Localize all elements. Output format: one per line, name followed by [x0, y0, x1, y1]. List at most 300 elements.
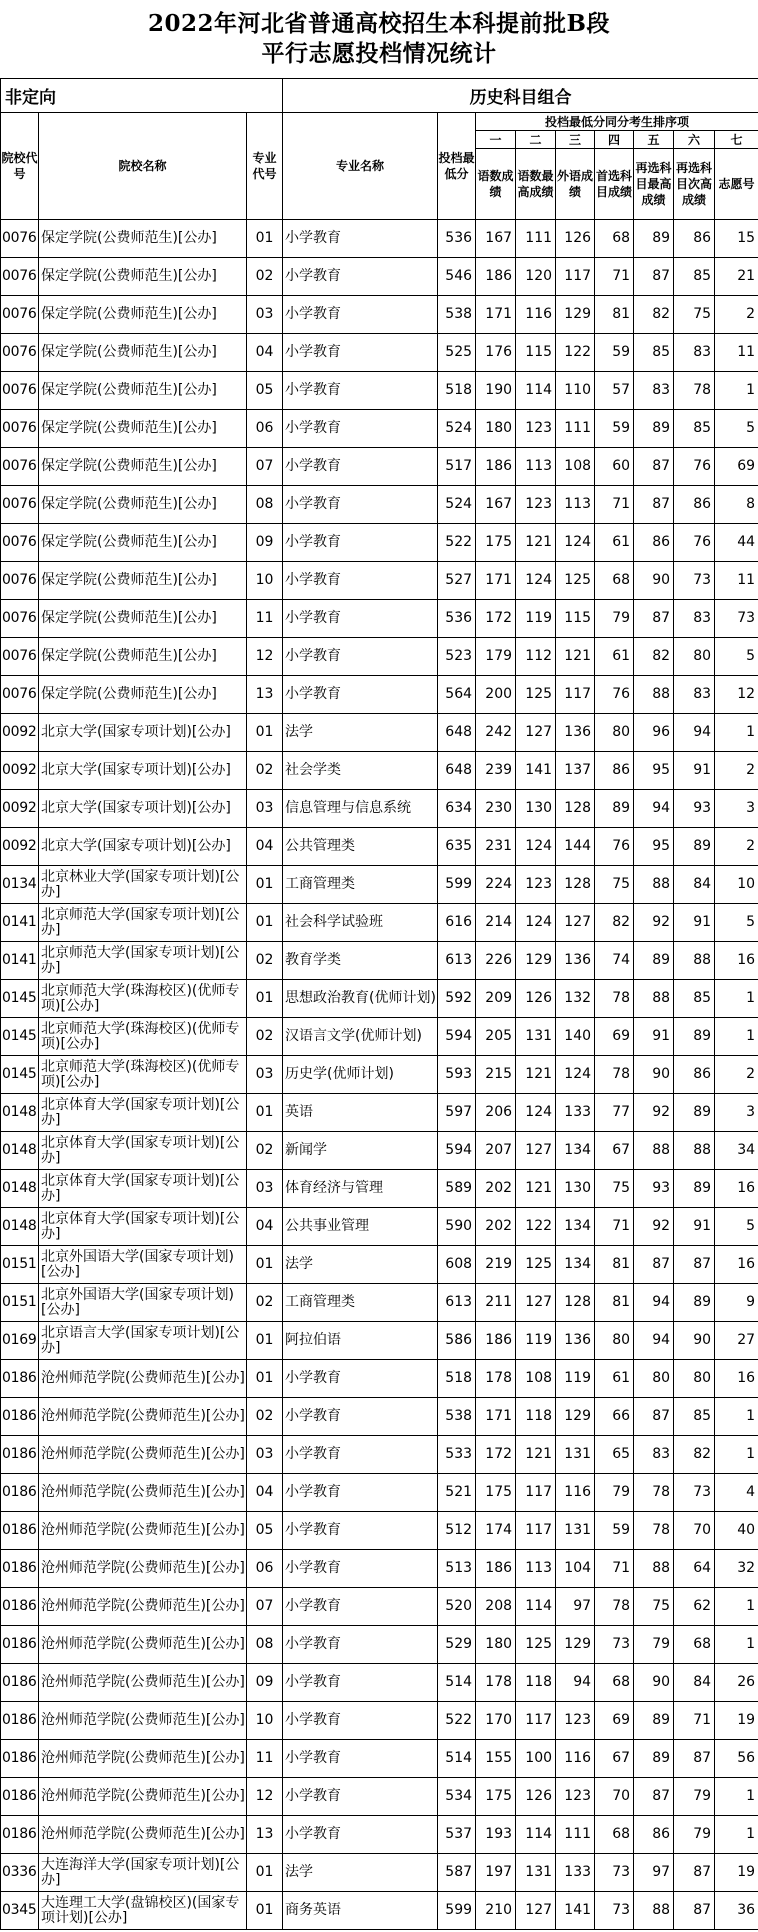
rank-4-cell: 61	[595, 524, 634, 562]
rank-6-cell: 89	[674, 828, 715, 866]
rank-4-cell: 68	[595, 1816, 634, 1854]
min-score-cell: 534	[438, 1778, 476, 1816]
rank-6-cell: 79	[674, 1816, 715, 1854]
school-name-cell: 沧州师范学院(公费师范生)[公办]	[39, 1816, 247, 1854]
major-name-cell: 小学教育	[283, 486, 438, 524]
rank-5-cell: 78	[634, 1474, 674, 1512]
rank-1-cell: 211	[476, 1284, 516, 1322]
rank-3-cell: 136	[556, 1322, 595, 1360]
rank-6-cell: 83	[674, 334, 715, 372]
major-name-cell: 小学教育	[283, 638, 438, 676]
rank-2-cell: 113	[516, 1550, 556, 1588]
major-name-cell: 小学教育	[283, 524, 438, 562]
rank-5-cell: 88	[634, 676, 674, 714]
rank-6-cell: 83	[674, 600, 715, 638]
school-name-cell: 沧州师范学院(公费师范生)[公办]	[39, 1360, 247, 1398]
min-score-cell: 635	[438, 828, 476, 866]
rank-3-cell: 127	[556, 904, 595, 942]
rank-7-cell: 5	[715, 904, 758, 942]
rank-2-cell: 131	[516, 1854, 556, 1892]
school-code-cell: 0151	[1, 1246, 39, 1284]
major-name-cell: 英语	[283, 1094, 438, 1132]
rank-1-cell: 215	[476, 1056, 516, 1094]
rank-7-cell: 3	[715, 790, 758, 828]
rank-4-cell: 76	[595, 828, 634, 866]
school-name-cell: 北京体育大学(国家专项计划)[公办]	[39, 1094, 247, 1132]
min-score-cell: 597	[438, 1094, 476, 1132]
min-score-cell: 648	[438, 714, 476, 752]
rank-4-cell: 65	[595, 1436, 634, 1474]
major-code-cell: 01	[247, 1892, 283, 1930]
min-score-cell: 514	[438, 1664, 476, 1702]
rank-5-cell: 86	[634, 524, 674, 562]
school-code-cell: 0186	[1, 1588, 39, 1626]
school-name-cell: 沧州师范学院(公费师范生)[公办]	[39, 1626, 247, 1664]
major-name-cell: 小学教育	[283, 1474, 438, 1512]
major-name-cell: 小学教育	[283, 1702, 438, 1740]
school-code-cell: 0076	[1, 600, 39, 638]
rank-6-cell: 78	[674, 372, 715, 410]
major-name-cell: 小学教育	[283, 296, 438, 334]
major-code-cell: 02	[247, 1284, 283, 1322]
rank-4-cell: 70	[595, 1778, 634, 1816]
major-code-cell: 04	[247, 1208, 283, 1246]
school-name-cell: 北京师范大学(珠海校区)(优师专项)[公办]	[39, 1018, 247, 1056]
rank-3-cell: 111	[556, 410, 595, 448]
rank-7-cell: 8	[715, 486, 758, 524]
table-row	[1, 1246, 758, 1284]
school-code-cell: 0169	[1, 1322, 39, 1360]
min-score-cell: 587	[438, 1854, 476, 1892]
rank-6-cell: 91	[674, 752, 715, 790]
rank-2-cell: 123	[516, 866, 556, 904]
rank-4-cell: 74	[595, 942, 634, 980]
table-row	[1, 980, 758, 1018]
school-code-cell: 0186	[1, 1664, 39, 1702]
rank-6-cell: 89	[674, 1094, 715, 1132]
rank-6-cell: 85	[674, 1398, 715, 1436]
major-code-cell: 02	[247, 1398, 283, 1436]
rank-3-cell: 115	[556, 600, 595, 638]
table-row	[1, 562, 758, 600]
school-code-cell: 0141	[1, 942, 39, 980]
rank-2-cell: 117	[516, 1474, 556, 1512]
rank-3-cell: 124	[556, 524, 595, 562]
rank-1-cell: 207	[476, 1132, 516, 1170]
min-score-cell: 613	[438, 1284, 476, 1322]
rank-2-cell: 114	[516, 1588, 556, 1626]
rank-5-cell: 87	[634, 1778, 674, 1816]
min-score-cell: 513	[438, 1550, 476, 1588]
rank-1-cell: 167	[476, 486, 516, 524]
min-score-cell: 538	[438, 296, 476, 334]
rank-2-cell: 119	[516, 600, 556, 638]
school-name-cell: 北京大学(国家专项计划)[公办]	[39, 714, 247, 752]
rank-1-cell: 180	[476, 1626, 516, 1664]
rank-7-cell: 5	[715, 638, 758, 676]
rank-6-cell: 73	[674, 562, 715, 600]
major-name-cell: 法学	[283, 1246, 438, 1284]
school-name-cell: 沧州师范学院(公费师范生)[公办]	[39, 1436, 247, 1474]
rank-6-cell: 85	[674, 410, 715, 448]
rank-3-cell: 123	[556, 1702, 595, 1740]
major-name-cell: 体育经济与管理	[283, 1170, 438, 1208]
rank-4-cell: 79	[595, 600, 634, 638]
school-name-cell: 北京师范大学(珠海校区)(优师专项)[公办]	[39, 980, 247, 1018]
major-code-cell: 07	[247, 448, 283, 486]
rank-3-cell: 117	[556, 676, 595, 714]
major-name-cell: 小学教育	[283, 562, 438, 600]
rank-4-cell: 80	[595, 714, 634, 752]
major-name-cell: 工商管理类	[283, 866, 438, 904]
school-code-cell: 0076	[1, 524, 39, 562]
rank-3-cell: 129	[556, 1626, 595, 1664]
rank-1-cell: 206	[476, 1094, 516, 1132]
rank-7-cell: 16	[715, 1246, 758, 1284]
table-row	[1, 1170, 758, 1208]
rank-2-cell: 126	[516, 980, 556, 1018]
min-score-cell: 518	[438, 372, 476, 410]
rank-4-cell: 61	[595, 1360, 634, 1398]
rank-5-cell: 88	[634, 1132, 674, 1170]
school-code-cell: 0186	[1, 1474, 39, 1512]
major-code-cell: 08	[247, 486, 283, 524]
rank-4-cell: 71	[595, 1550, 634, 1588]
rank-2-cell: 124	[516, 1094, 556, 1132]
major-code-cell: 01	[247, 866, 283, 904]
rank-6-cell: 86	[674, 1056, 715, 1094]
rank-1-cell: 230	[476, 790, 516, 828]
major-name-cell: 小学教育	[283, 1778, 438, 1816]
school-name-cell: 保定学院(公费师范生)[公办]	[39, 258, 247, 296]
min-score-cell: 536	[438, 220, 476, 258]
rank-2-cell: 124	[516, 562, 556, 600]
major-name-cell: 小学教育	[283, 1512, 438, 1550]
major-code-cell: 11	[247, 1740, 283, 1778]
major-name-cell: 公共事业管理	[283, 1208, 438, 1246]
rank-6-cell: 83	[674, 676, 715, 714]
header-school-name: 院校名称	[39, 113, 247, 220]
rank-7-cell: 5	[715, 410, 758, 448]
major-name-cell: 新闻学	[283, 1132, 438, 1170]
rank-4-cell: 73	[595, 1854, 634, 1892]
rank-1-cell: 171	[476, 562, 516, 600]
school-name-cell: 大连理工大学(盘锦校区)(国家专项计划)[公办]	[39, 1892, 247, 1930]
table-row	[1, 1132, 758, 1170]
rank-2-cell: 112	[516, 638, 556, 676]
rank-7-cell: 69	[715, 448, 758, 486]
school-name-cell: 保定学院(公费师范生)[公办]	[39, 296, 247, 334]
rank-5-cell: 82	[634, 296, 674, 334]
rank-5-cell: 89	[634, 942, 674, 980]
rank-7-cell: 32	[715, 1550, 758, 1588]
rank-4-cell: 71	[595, 1208, 634, 1246]
rank-2-cell: 121	[516, 1436, 556, 1474]
rank-5-cell: 90	[634, 1056, 674, 1094]
rank-6-cell: 82	[674, 1436, 715, 1474]
major-name-cell: 信息管理与信息系统	[283, 790, 438, 828]
rank-1-cell: 167	[476, 220, 516, 258]
rank-7-cell: 16	[715, 942, 758, 980]
major-name-cell: 小学教育	[283, 220, 438, 258]
table-row	[1, 904, 758, 942]
major-name-cell: 小学教育	[283, 1550, 438, 1588]
header-major-name: 专业名称	[283, 113, 438, 220]
rank-2-cell: 124	[516, 904, 556, 942]
rank-1-cell: 209	[476, 980, 516, 1018]
rank-1-cell: 170	[476, 1702, 516, 1740]
rank-2-cell: 111	[516, 220, 556, 258]
rank-7-cell: 11	[715, 334, 758, 372]
rank-7-cell: 16	[715, 1170, 758, 1208]
table-row	[1, 600, 758, 638]
rank-3-cell: 128	[556, 866, 595, 904]
rank-7-cell: 2	[715, 1056, 758, 1094]
school-code-cell: 0076	[1, 676, 39, 714]
rank-7-cell: 5	[715, 1208, 758, 1246]
rank-1-cell: 226	[476, 942, 516, 980]
table-row	[1, 1056, 758, 1094]
rank-4-cell: 73	[595, 1626, 634, 1664]
table-row	[1, 1626, 758, 1664]
major-name-cell: 小学教育	[283, 258, 438, 296]
rank-5-cell: 90	[634, 1664, 674, 1702]
major-name-cell: 教育学类	[283, 942, 438, 980]
rank-4-cell: 76	[595, 676, 634, 714]
major-code-cell: 09	[247, 1664, 283, 1702]
rank-7-cell: 2	[715, 828, 758, 866]
rank-3-cell: 132	[556, 980, 595, 1018]
school-code-cell: 0336	[1, 1854, 39, 1892]
rank-1-cell: 219	[476, 1246, 516, 1284]
school-name-cell: 沧州师范学院(公费师范生)[公办]	[39, 1398, 247, 1436]
rank-7-cell: 1	[715, 1626, 758, 1664]
rank-1-cell: 208	[476, 1588, 516, 1626]
rank-3-cell: 104	[556, 1550, 595, 1588]
table-row	[1, 258, 758, 296]
min-score-cell: 518	[438, 1360, 476, 1398]
rank-3-cell: 129	[556, 1398, 595, 1436]
rank-2-cell: 100	[516, 1740, 556, 1778]
rank-2-cell: 115	[516, 334, 556, 372]
school-name-cell: 沧州师范学院(公费师范生)[公办]	[39, 1588, 247, 1626]
rank-1-cell: 193	[476, 1816, 516, 1854]
rank-4-cell: 78	[595, 1588, 634, 1626]
school-code-cell: 0092	[1, 828, 39, 866]
rank-5-cell: 89	[634, 1702, 674, 1740]
school-name-cell: 保定学院(公费师范生)[公办]	[39, 676, 247, 714]
major-code-cell: 02	[247, 752, 283, 790]
rank-6-cell: 88	[674, 1132, 715, 1170]
school-code-cell: 0076	[1, 448, 39, 486]
rank-1-cell: 205	[476, 1018, 516, 1056]
rank-2-cell: 108	[516, 1360, 556, 1398]
rank-5-cell: 86	[634, 1816, 674, 1854]
rank-7-cell: 73	[715, 600, 758, 638]
major-code-cell: 06	[247, 1550, 283, 1588]
table-row	[1, 1284, 758, 1322]
table-row	[1, 1740, 758, 1778]
subject-group-label: 历史科目组合	[283, 79, 758, 113]
table-row	[1, 372, 758, 410]
table-row	[1, 1664, 758, 1702]
school-name-cell: 保定学院(公费师范生)[公办]	[39, 562, 247, 600]
rank-6-cell: 76	[674, 448, 715, 486]
school-code-cell: 0186	[1, 1360, 39, 1398]
school-code-cell: 0186	[1, 1816, 39, 1854]
rank-6-cell: 89	[674, 1284, 715, 1322]
rank-3-cell: 94	[556, 1664, 595, 1702]
rank-3-cell: 97	[556, 1588, 595, 1626]
table-row	[1, 448, 758, 486]
school-code-cell: 0345	[1, 1892, 39, 1930]
rank-1-cell: 190	[476, 372, 516, 410]
rank-4-cell: 66	[595, 1398, 634, 1436]
school-code-cell: 0076	[1, 296, 39, 334]
min-score-cell: 527	[438, 562, 476, 600]
rank-7-cell: 34	[715, 1132, 758, 1170]
rank-4-cell: 86	[595, 752, 634, 790]
min-score-cell: 523	[438, 638, 476, 676]
school-name-cell: 沧州师范学院(公费师范生)[公办]	[39, 1778, 247, 1816]
school-code-cell: 0145	[1, 980, 39, 1018]
major-name-cell: 小学教育	[283, 1626, 438, 1664]
rank-7-cell: 19	[715, 1702, 758, 1740]
rank-6-cell: 62	[674, 1588, 715, 1626]
rank-5-cell: 94	[634, 1322, 674, 1360]
major-code-cell: 01	[247, 1246, 283, 1284]
major-name-cell: 社会科学试验班	[283, 904, 438, 942]
rank-5-cell: 92	[634, 1208, 674, 1246]
major-code-cell: 03	[247, 1056, 283, 1094]
table-row	[1, 1778, 758, 1816]
rank-1-cell: 171	[476, 296, 516, 334]
rank-3-cell: 122	[556, 334, 595, 372]
rank-6-cell: 87	[674, 1892, 715, 1930]
header-rank-number: 四	[595, 131, 634, 149]
rank-5-cell: 89	[634, 220, 674, 258]
rank-2-cell: 118	[516, 1398, 556, 1436]
rank-2-cell: 125	[516, 676, 556, 714]
min-score-cell: 524	[438, 410, 476, 448]
school-code-cell: 0145	[1, 1018, 39, 1056]
major-code-cell: 01	[247, 1322, 283, 1360]
rank-4-cell: 69	[595, 1018, 634, 1056]
rank-4-cell: 68	[595, 220, 634, 258]
title-line-1: 2022年河北省普通高校招生本科提前批B段	[148, 10, 610, 37]
table-row	[1, 1588, 758, 1626]
school-name-cell: 大连海洋大学(国家专项计划)[公办]	[39, 1854, 247, 1892]
min-score-cell: 590	[438, 1208, 476, 1246]
rank-5-cell: 96	[634, 714, 674, 752]
rank-5-cell: 75	[634, 1588, 674, 1626]
school-code-cell: 0148	[1, 1132, 39, 1170]
rank-6-cell: 87	[674, 1854, 715, 1892]
rank-4-cell: 67	[595, 1740, 634, 1778]
rank-3-cell: 124	[556, 1056, 595, 1094]
rank-6-cell: 79	[674, 1778, 715, 1816]
major-name-cell: 商务英语	[283, 1892, 438, 1930]
school-code-cell: 0186	[1, 1626, 39, 1664]
school-code-cell: 0186	[1, 1778, 39, 1816]
major-name-cell: 小学教育	[283, 372, 438, 410]
rank-1-cell: 202	[476, 1208, 516, 1246]
rank-6-cell: 87	[674, 1740, 715, 1778]
rank-2-cell: 130	[516, 790, 556, 828]
rank-5-cell: 91	[634, 1018, 674, 1056]
rank-7-cell: 3	[715, 1094, 758, 1132]
header-rank-number: 三	[556, 131, 595, 149]
table-row	[1, 1398, 758, 1436]
rank-1-cell: 186	[476, 1322, 516, 1360]
rank-6-cell: 89	[674, 1018, 715, 1056]
school-name-cell: 保定学院(公费师范生)[公办]	[39, 486, 247, 524]
rank-6-cell: 85	[674, 258, 715, 296]
table-row	[1, 942, 758, 980]
rank-6-cell: 94	[674, 714, 715, 752]
rank-3-cell: 121	[556, 638, 595, 676]
major-name-cell: 小学教育	[283, 600, 438, 638]
rank-2-cell: 126	[516, 1778, 556, 1816]
rank-1-cell: 186	[476, 1550, 516, 1588]
min-score-cell: 594	[438, 1132, 476, 1170]
table-row	[1, 1892, 758, 1930]
rank-4-cell: 59	[595, 410, 634, 448]
min-score-cell: 589	[438, 1170, 476, 1208]
min-score-cell: 536	[438, 600, 476, 638]
major-code-cell: 10	[247, 562, 283, 600]
min-score-cell: 538	[438, 1398, 476, 1436]
rank-1-cell: 175	[476, 524, 516, 562]
rank-3-cell: 117	[556, 258, 595, 296]
rank-7-cell: 1	[715, 372, 758, 410]
school-code-cell: 0148	[1, 1208, 39, 1246]
rank-1-cell: 224	[476, 866, 516, 904]
rank-7-cell: 27	[715, 1322, 758, 1360]
min-score-cell: 564	[438, 676, 476, 714]
rank-1-cell: 172	[476, 1436, 516, 1474]
major-name-cell: 公共管理类	[283, 828, 438, 866]
rank-7-cell: 12	[715, 676, 758, 714]
major-name-cell: 工商管理类	[283, 1284, 438, 1322]
rank-7-cell: 21	[715, 258, 758, 296]
rank-3-cell: 119	[556, 1360, 595, 1398]
rank-2-cell: 125	[516, 1626, 556, 1664]
table-row	[1, 524, 758, 562]
rank-2-cell: 114	[516, 372, 556, 410]
school-name-cell: 保定学院(公费师范生)[公办]	[39, 372, 247, 410]
table-row	[1, 1018, 758, 1056]
rank-1-cell: 179	[476, 638, 516, 676]
table-row	[1, 1512, 758, 1550]
rank-7-cell: 1	[715, 1018, 758, 1056]
rank-6-cell: 71	[674, 1702, 715, 1740]
school-name-cell: 北京外国语大学(国家专项计划)[公办]	[39, 1284, 247, 1322]
table-row	[1, 1854, 758, 1892]
rank-4-cell: 71	[595, 486, 634, 524]
rank-5-cell: 94	[634, 790, 674, 828]
rank-4-cell: 59	[595, 1512, 634, 1550]
rank-5-cell: 92	[634, 904, 674, 942]
rank-2-cell: 121	[516, 1056, 556, 1094]
rank-3-cell: 113	[556, 486, 595, 524]
rank-6-cell: 87	[674, 1246, 715, 1284]
major-code-cell: 02	[247, 1018, 283, 1056]
rank-3-cell: 123	[556, 1778, 595, 1816]
rank-1-cell: 239	[476, 752, 516, 790]
rank-1-cell: 176	[476, 334, 516, 372]
rank-3-cell: 126	[556, 220, 595, 258]
